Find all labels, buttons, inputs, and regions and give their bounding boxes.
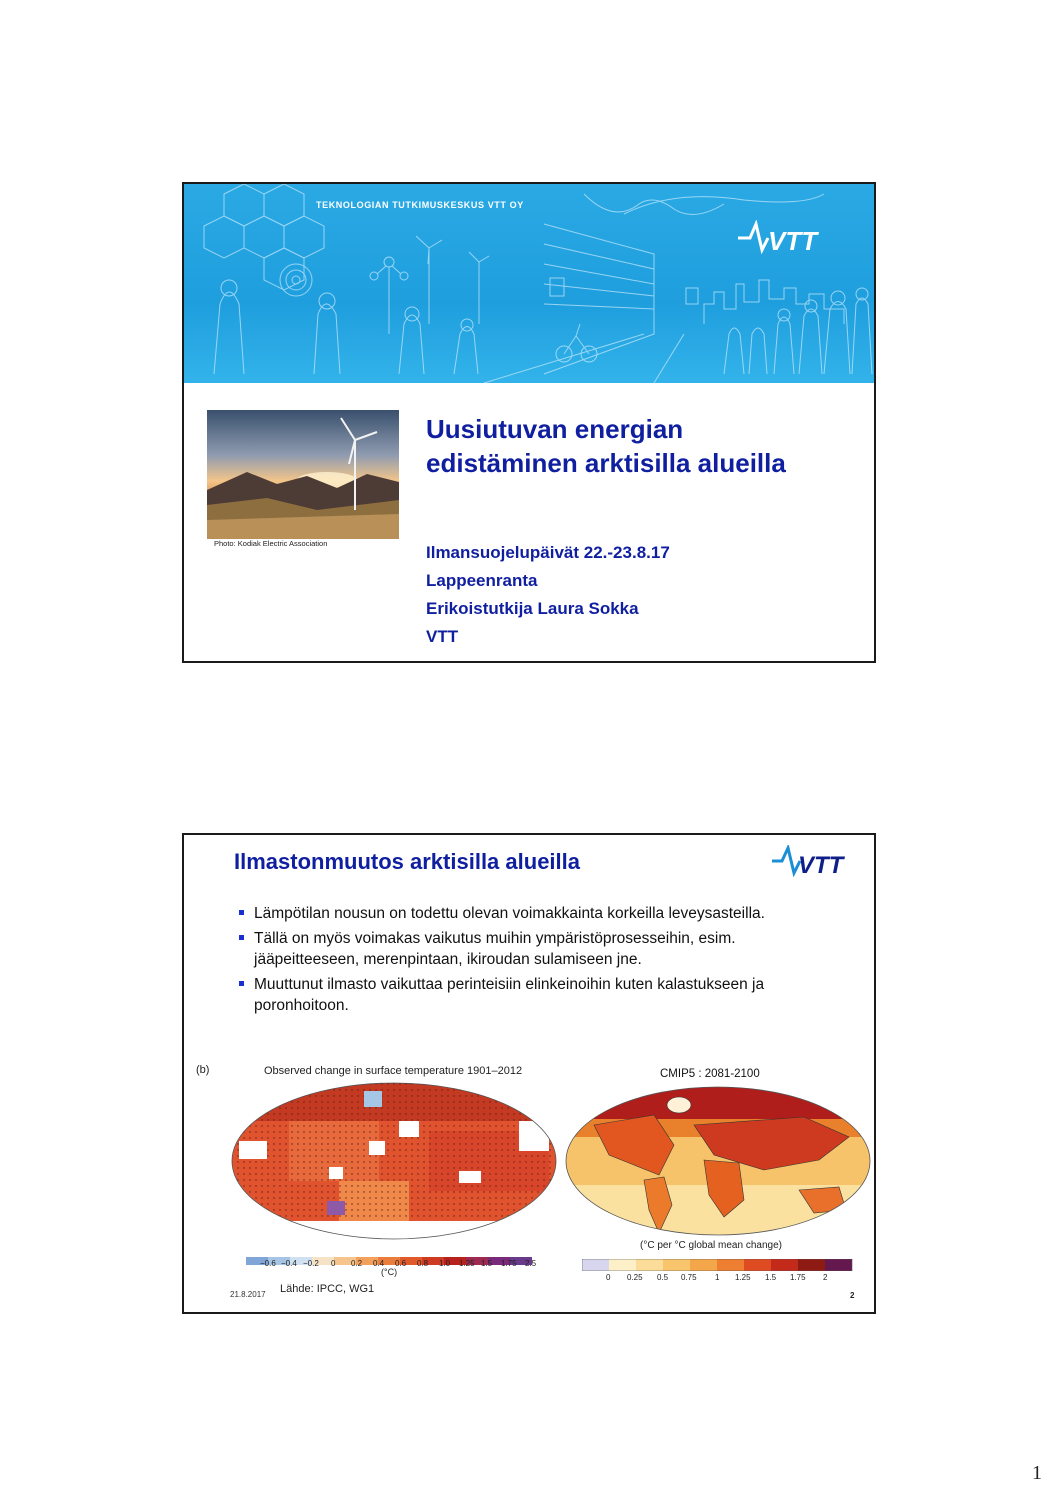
- vtt-logo-text: VTT: [768, 226, 818, 256]
- colorbar-tick: 0: [606, 1273, 611, 1282]
- colorbar-tick: 2.5: [525, 1259, 537, 1268]
- colorbar-tick: 1: [715, 1273, 720, 1282]
- title-slide: [182, 182, 876, 663]
- colorbar-tick: 0.5: [657, 1273, 669, 1282]
- slide-title: Ilmastonmuutos arktisilla alueilla: [234, 849, 580, 874]
- bullet-icon: [239, 981, 244, 986]
- colorbar-tick: 1.75: [790, 1273, 806, 1282]
- cmip5-map-title: CMIP5 : 2081-2100: [660, 1068, 760, 1080]
- organization: VTT: [426, 627, 459, 646]
- figure-label: (b): [196, 1064, 210, 1076]
- slide-title: [426, 412, 856, 480]
- presentation-details: [426, 539, 670, 651]
- colorbar-tick: 0.6: [395, 1259, 407, 1268]
- bullet-text: Tällä on myös voimakas vaikutus muihin ympäristöprosesseihin, esim. jääpeitteeseen, merenpintaan, ikiroudan sulamiseen jne.: [254, 930, 736, 968]
- company-name: TEKNOLOGIAN TUTKIMUSKESKUS VTT OY: [316, 200, 524, 210]
- content-slide: [182, 833, 876, 1314]
- photo-credit: Photo: Kodiak Electric Association: [214, 539, 328, 548]
- colorbar-tick: 0.75: [681, 1273, 697, 1282]
- colorbar-tick: −0.6: [260, 1259, 276, 1268]
- wind-turbine-photo: [207, 410, 399, 539]
- colorbar-tick: 0: [331, 1259, 336, 1268]
- bullet-icon: [239, 935, 244, 940]
- observed-temperature-map: [229, 1081, 559, 1256]
- colorbar-tick: 1.0: [439, 1259, 451, 1268]
- colorbar-tick: 0.8: [417, 1259, 429, 1268]
- banner-illustration: [184, 184, 874, 383]
- vtt-logo: [772, 845, 862, 884]
- colorbar-tick: 0.4: [373, 1259, 385, 1268]
- page-number: 1: [1032, 1462, 1042, 1484]
- location: Lappeenranta: [426, 571, 538, 590]
- slide-number: 2: [850, 1291, 855, 1300]
- colorbar-tick: 1.25: [735, 1273, 751, 1282]
- title-line-1: Uusiutuvan energian: [426, 414, 684, 444]
- bullet-text: Muuttunut ilmasto vaikuttaa perinteisiin elinkeinoihin kuten kalastukseen ja poronhoitoon.: [254, 976, 765, 1014]
- colorbar-tick: 1.5: [765, 1273, 777, 1282]
- colorbar-tick: 2: [823, 1273, 828, 1282]
- presenter: Erikoistutkija Laura Sokka: [426, 599, 639, 618]
- bullet-item: [239, 903, 824, 924]
- bullet-item: [239, 928, 824, 970]
- colorbar-tick: 1.5: [481, 1259, 493, 1268]
- colorbar-tick: 1.25: [459, 1259, 475, 1268]
- title-line-2: edistäminen arktisilla alueilla: [426, 448, 786, 478]
- colorbar-tick: 1.75: [501, 1259, 517, 1268]
- bullet-item: [239, 974, 824, 1016]
- colorbar-tick: 0.2: [351, 1259, 363, 1268]
- cmip5-units: (°C per °C global mean change): [640, 1240, 782, 1251]
- colorbar-tick: −0.2: [303, 1259, 319, 1268]
- bullet-list: [239, 903, 824, 1020]
- cmip5-projection-map: [564, 1085, 872, 1242]
- bullet-text: Lämpötilan nousun on todettu olevan voimakkainta korkeilla leveysasteilla.: [254, 905, 765, 922]
- vtt-banner: [184, 184, 874, 383]
- vtt-logo-text: VTT: [798, 852, 844, 879]
- observed-units: (°C): [381, 1267, 398, 1277]
- colorbar-tick: −0.4: [281, 1259, 297, 1268]
- source-citation: Lähde: IPCC, WG1: [280, 1283, 375, 1295]
- observed-map-title: Observed change in surface temperature 1901–2012: [264, 1065, 523, 1077]
- colorbar-tick: 0.25: [627, 1273, 643, 1282]
- event-name: Ilmansuojelupäivät 22.-23.8.17: [426, 543, 670, 562]
- slide-date: 21.8.2017: [230, 1290, 266, 1299]
- bullet-icon: [239, 910, 244, 915]
